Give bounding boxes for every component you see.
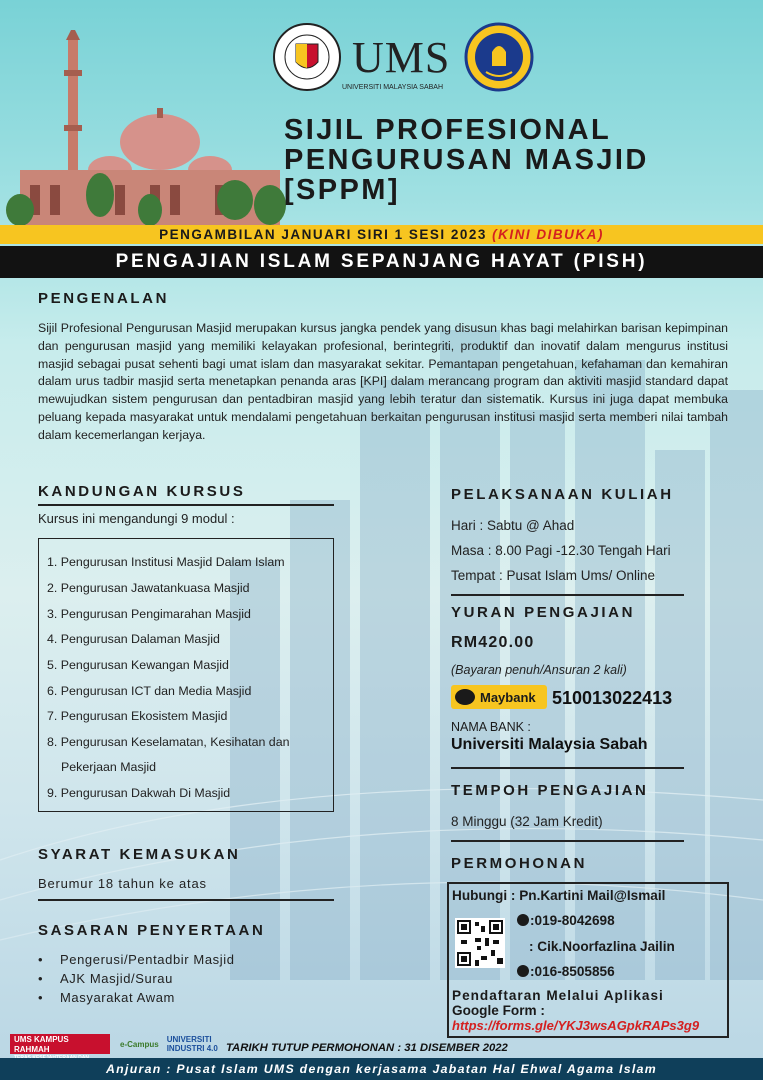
participant-label: Pengerusi/Pentadbir Masjid [60, 952, 235, 967]
universiti-industri-logo [167, 1035, 218, 1053]
ums-crest-icon [272, 22, 342, 92]
contact-box [447, 882, 729, 1038]
list-item: 6. Pengurusan ICT dan Media Masjid [47, 684, 252, 698]
ums-kampus-rahmah-logo [10, 1034, 110, 1054]
phone-1-number: :019-8042698 [530, 913, 615, 928]
google-form-link[interactable]: https://forms.gle/YKJ3wsAGpkRAPs3g9 [452, 1018, 700, 1033]
account-name: Universiti Malaysia Sabah [451, 736, 648, 753]
university-name: UNIVERSITI MALAYSIA SABAH [342, 84, 444, 91]
participant-label: Masyarakat Awam [60, 990, 175, 1005]
fees-heading: YURAN PENGAJIAN [451, 604, 636, 621]
header-logos [272, 14, 534, 100]
divider [38, 504, 334, 506]
divider [38, 899, 334, 901]
lectures-heading: PELAKSANAAN KULIAH [451, 486, 674, 503]
duration-heading: TEMPOH PENGAJIAN [451, 782, 649, 799]
logo1-line-1: UMS KAMPUS RAHMAH [14, 1035, 69, 1054]
jheains-emblem-icon [464, 22, 534, 92]
list-item: 8. Pengurusan Keselamatan, Kesihatan dan [47, 735, 290, 749]
introduction-heading: PENGENALAN [38, 290, 170, 307]
list-item [38, 990, 235, 1009]
target-participants-list [38, 952, 235, 1009]
footer-logos [10, 1034, 218, 1054]
list-item: 3. Pengurusan Pengimarahan Masjid [47, 607, 251, 621]
entry-requirement-heading: SYARAT KEMASUKAN [38, 846, 241, 863]
intake-status: (KINI DIBUKA) [492, 227, 604, 242]
lecture-day: Hari : Sabtu @ Ahad [451, 518, 575, 533]
list-item: Pekerjaan Masjid [61, 760, 157, 774]
register-line-2: Google Form : [452, 1003, 545, 1018]
bullet-icon: • [38, 990, 44, 1005]
bank-label: NAMA BANK : [451, 720, 531, 734]
list-item [38, 971, 235, 990]
logo3-line-2: INDUSTRI 4.0 [166, 1044, 218, 1053]
whatsapp-icon [517, 965, 529, 977]
divider [451, 840, 684, 842]
fee-amount: RM420.00 [451, 634, 535, 651]
intake-text: PENGAMBILAN JANUARI SIRI 1 SESI 2023 [159, 227, 487, 242]
list-item: 1. Pengurusan Institusi Masjid Dalam Islam [47, 555, 285, 569]
closing-date: TARIKH TUTUP PERMOHONAN : 31 DISEMBER 2022 [226, 1042, 508, 1054]
introduction-text: Sijil Profesional Pengurusan Masjid merupakan kursus jangka pendek yang disusun khas bagi melahirkan barisan kepimpinan dan pengurusan masjid yang memiliki kelayakan profesional, berintegriti, produktif dan inovatif dalam mengurus institusi masjid sebagai pusat sehenti bagi umat islam dan masyarakat sekitar. Pemantapan pengetahuan, kefahaman dan kemahiran dalam urus tadbir masjid serta menetapkan penanda aras [KPI] dalam merancang program dan aktiviti masjid standard dapat mewujudkan sistem pengurusan dan pentadbiran masjid yang lebih teratur dan sistematik. Kursus ini juga dapat membuka peluang kepada masyarakat untuk mendalami pengetahuan berkaitan pengurusan institusi masjid serta memberi nilai tambah dalam kecemerlangan kerjaya. [38, 321, 728, 442]
title-line-2: PENGURUSAN MASJID [284, 144, 649, 176]
divider [451, 594, 684, 596]
module-list [38, 538, 334, 812]
payment-note: (Bayaran penuh/Ansuran 2 kali) [451, 663, 627, 677]
bullet-icon: • [38, 952, 44, 967]
qr-code-icon[interactable] [455, 918, 505, 968]
page-title [284, 115, 649, 205]
phone-1 [517, 913, 615, 928]
lecture-time: Masa : 8.00 Pagi -12.30 Tengah Hari [451, 543, 671, 558]
participant-label: AJK Masjid/Surau [60, 971, 173, 986]
list-item: 7. Pengurusan Ekosistem Masjid [47, 709, 228, 723]
list-item: 5. Pengurusan Kewangan Masjid [47, 658, 229, 672]
maybank-logo [451, 685, 547, 709]
list-item: 4. Pengurusan Dalaman Masjid [47, 632, 220, 646]
bullet-icon: • [38, 971, 44, 986]
whatsapp-icon [517, 914, 529, 926]
title-line-3: [SPPM] [284, 174, 400, 206]
title-line-1: SIJIL PROFESIONAL [284, 114, 612, 146]
duration-text: 8 Minggu (32 Jam Kredit) [451, 814, 603, 829]
e-campus-logo: e-Campus [120, 1039, 159, 1049]
list-item: 2. Pengurusan Jawatankuasa Masjid [47, 581, 250, 595]
list-item [38, 952, 235, 971]
entry-requirement-text: Berumur 18 tahun ke atas [38, 876, 207, 891]
contact-1: Hubungi : Pn.Kartini Mail@Ismail [452, 888, 666, 903]
maybank-wordmark: Maybank [480, 689, 536, 705]
lecture-venue: Tempat : Pusat Islam Ums/ Online [451, 568, 656, 583]
phone-2-number: :016-8505856 [530, 964, 615, 979]
tiger-icon [455, 689, 475, 705]
target-participants-heading: SASARAN PENYERTAAN [38, 922, 266, 939]
program-banner: PENGAJIAN ISLAM SEPANJANG HAYAT (PISH) [0, 246, 763, 278]
course-content-heading: KANDUNGAN KURSUS [38, 483, 246, 500]
course-content-subtitle: Kursus ini mengandungi 9 modul : [38, 511, 235, 526]
mosque-illustration [0, 30, 290, 225]
divider [451, 767, 684, 769]
list-item: 9. Pengurusan Dakwah Di Masjid [47, 786, 231, 800]
register-line-1: Pendaftaran Melalui Aplikasi [452, 988, 664, 1003]
logo3-line-1: UNIVERSITI [166, 1035, 212, 1044]
organizer-footer: Anjuran : Pusat Islam UMS dengan kerjasama Jabatan Hal Ehwal Agama Islam [0, 1058, 763, 1080]
contact-2: : Cik.Noorfazlina Jailin [529, 939, 675, 954]
account-number: 510013022413 [552, 688, 673, 708]
phone-2 [517, 964, 615, 979]
ums-wordmark: UMS [352, 33, 451, 82]
intake-banner [0, 225, 763, 244]
application-heading: PERMOHONAN [451, 855, 588, 872]
